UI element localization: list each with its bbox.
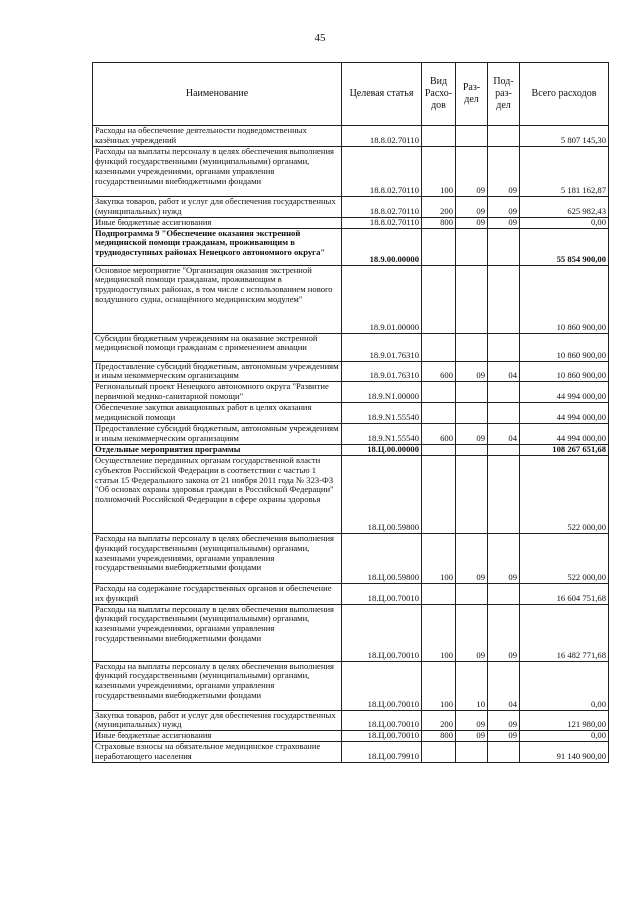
row-razdel <box>456 382 488 403</box>
row-name: Основное мероприятие "Организация оказания экстренной медицинской помощи гражданам, проживающим в труднодоступных районах, в том числе с использованием нового воздушного судна, оснащённого медицинским модулем" <box>93 265 342 333</box>
row-razdel: 09 <box>456 196 488 217</box>
row-total: 91 140 900,00 <box>520 742 609 763</box>
row-razdel: 09 <box>456 423 488 444</box>
table-row <box>93 333 609 361</box>
row-name: Расходы на выплаты персоналу в целях обеспечения выполнения функций государственными (муниципальными) органами, казенными учреждениями, органами управления государственными внебюджетными фондами <box>93 661 342 710</box>
row-total: 5 807 145,30 <box>520 126 609 147</box>
row-code: 18.Ц.00.70010 <box>342 583 422 604</box>
row-vid <box>422 126 456 147</box>
row-code: 18.8.02.70110 <box>342 146 422 196</box>
row-total: 10 860 900,00 <box>520 333 609 361</box>
header-podrazdel: Под- раз- дел <box>488 63 520 126</box>
row-podrazdel <box>488 382 520 403</box>
row-vid <box>422 583 456 604</box>
row-code: 18.Ц.00.59800 <box>342 533 422 583</box>
row-vid: 800 <box>422 217 456 228</box>
row-vid: 800 <box>422 731 456 742</box>
row-podrazdel: 09 <box>488 710 520 731</box>
row-total: 10 860 900,00 <box>520 265 609 333</box>
page-number: 45 <box>314 32 326 44</box>
row-total: 44 994 000,00 <box>520 403 609 424</box>
row-name: Расходы на выплаты персоналу в целях обеспечения выполнения функций государственными (муниципальными) органами, казенными учреждениями, органами управления государственными внебюджетными фондами <box>93 146 342 196</box>
row-razdel <box>456 333 488 361</box>
row-razdel <box>456 583 488 604</box>
row-podrazdel: 09 <box>488 604 520 661</box>
row-podrazdel <box>488 742 520 763</box>
table-row <box>93 265 609 333</box>
row-vid <box>422 228 456 265</box>
row-vid <box>422 333 456 361</box>
row-razdel <box>456 742 488 763</box>
table-row <box>93 604 609 661</box>
table-row <box>93 361 609 382</box>
row-name: Страховые взносы на обязательное медицинское страхование неработающего населения <box>93 742 342 763</box>
row-razdel: 09 <box>456 146 488 196</box>
budget-table <box>92 62 609 763</box>
row-code: 18.Ц.00.59800 <box>342 455 422 533</box>
table-body <box>93 126 609 763</box>
row-vid <box>422 444 456 455</box>
row-podrazdel: 04 <box>488 361 520 382</box>
row-total: 16 604 751,68 <box>520 583 609 604</box>
row-code: 18.Ц.00.00000 <box>342 444 422 455</box>
row-code: 18.9.01.00000 <box>342 265 422 333</box>
row-total: 625 982,43 <box>520 196 609 217</box>
row-vid <box>422 403 456 424</box>
row-code: 18.Ц.00.70010 <box>342 731 422 742</box>
row-code: 18.Ц.00.70010 <box>342 710 422 731</box>
row-total: 10 860 900,00 <box>520 361 609 382</box>
table-row <box>93 455 609 533</box>
row-razdel: 09 <box>456 710 488 731</box>
row-vid <box>422 265 456 333</box>
row-razdel: 09 <box>456 217 488 228</box>
row-vid: 200 <box>422 196 456 217</box>
row-code: 18.Ц.00.70010 <box>342 661 422 710</box>
row-total: 121 980,00 <box>520 710 609 731</box>
row-vid <box>422 455 456 533</box>
row-name: Расходы на выплаты персоналу в целях обеспечения выполнения функций государственными (муниципальными) органами, казенными учреждениями, органами управления государственными внебюджетными фондами <box>93 533 342 583</box>
row-code: 18.8.02.70110 <box>342 196 422 217</box>
row-code: 18.Ц.00.70010 <box>342 604 422 661</box>
row-podrazdel: 09 <box>488 146 520 196</box>
table-row <box>93 710 609 731</box>
row-name: Субсидии бюджетным учреждениям на оказание экстренной медицинской помощи гражданам с применением авиации <box>93 333 342 361</box>
row-code: 18.Ц.00.79910 <box>342 742 422 763</box>
row-name: Закупка товаров, работ и услуг для обеспечения государственных (муниципальных) нужд <box>93 710 342 731</box>
row-razdel <box>456 444 488 455</box>
row-podrazdel: 09 <box>488 731 520 742</box>
row-podrazdel <box>488 455 520 533</box>
row-vid: 200 <box>422 710 456 731</box>
header-name: Наименование <box>93 63 342 126</box>
row-name: Предоставление субсидий бюджетным, автономным учреждениям и иным некоммерческим организациям <box>93 361 342 382</box>
row-razdel: 10 <box>456 661 488 710</box>
row-total: 522 000,00 <box>520 533 609 583</box>
row-total: 0,00 <box>520 661 609 710</box>
row-name: Подпрограмма 9 "Обеспечение оказания экстренной медицинской помощи гражданам, проживающим в труднодоступных районах Ненецкого автономного округа" <box>93 228 342 265</box>
row-code: 18.9.01.76310 <box>342 333 422 361</box>
row-vid: 100 <box>422 604 456 661</box>
row-code: 18.9.N1.55540 <box>342 403 422 424</box>
row-razdel: 09 <box>456 604 488 661</box>
row-vid: 600 <box>422 423 456 444</box>
row-name: Иные бюджетные ассигнования <box>93 217 342 228</box>
row-vid <box>422 382 456 403</box>
row-razdel <box>456 403 488 424</box>
row-razdel: 09 <box>456 731 488 742</box>
row-podrazdel: 09 <box>488 217 520 228</box>
table-row <box>93 423 609 444</box>
row-razdel <box>456 126 488 147</box>
row-razdel <box>456 455 488 533</box>
table-row <box>93 661 609 710</box>
row-podrazdel <box>488 333 520 361</box>
row-name: Обеспечение закупки авиационных работ в целях оказания медицинской помощи <box>93 403 342 424</box>
row-podrazdel <box>488 126 520 147</box>
table-row <box>93 403 609 424</box>
row-razdel: 09 <box>456 361 488 382</box>
header-code: Целевая статья <box>342 63 422 126</box>
row-total: 108 267 651,68 <box>520 444 609 455</box>
row-razdel <box>456 265 488 333</box>
row-vid: 100 <box>422 533 456 583</box>
row-name: Предоставление субсидий бюджетным, автономным учреждениям и иным некоммерческим организациям <box>93 423 342 444</box>
table-row <box>93 382 609 403</box>
row-total: 0,00 <box>520 217 609 228</box>
row-podrazdel: 09 <box>488 533 520 583</box>
row-name: Расходы на содержание государственных органов и обеспечение их функций <box>93 583 342 604</box>
row-podrazdel <box>488 444 520 455</box>
row-code: 18.9.N1.55540 <box>342 423 422 444</box>
row-vid: 600 <box>422 361 456 382</box>
row-total: 0,00 <box>520 731 609 742</box>
row-name: Закупка товаров, работ и услуг для обеспечения государственных (муниципальных) нужд <box>93 196 342 217</box>
row-name: Расходы на выплаты персоналу в целях обеспечения выполнения функций государственными (муниципальными) органами, казенными учреждениями, органами управления государственными внебюджетными фондами <box>93 604 342 661</box>
row-name: Расходы на обеспечение деятельности подведомственных казённых учреждений <box>93 126 342 147</box>
row-podrazdel <box>488 583 520 604</box>
row-total: 5 181 162,87 <box>520 146 609 196</box>
row-podrazdel: 09 <box>488 196 520 217</box>
row-name: Осуществление переданных органам государственной власти субъектов Российской Федерации в соответствии с частью 1 статьи 15 Федерального закона от 21 ноября 2011 года № 323-ФЗ "Об основах охраны здоровья граждан в Российской Федерации" полномочий Российской Федерации в сфере охраны здоровья <box>93 455 342 533</box>
table-row <box>93 126 609 147</box>
header-razdel: Раз- дел <box>456 63 488 126</box>
row-total: 44 994 000,00 <box>520 423 609 444</box>
row-podrazdel <box>488 228 520 265</box>
row-podrazdel: 04 <box>488 661 520 710</box>
row-podrazdel: 04 <box>488 423 520 444</box>
row-vid <box>422 742 456 763</box>
row-total: 44 994 000,00 <box>520 382 609 403</box>
row-code: 18.8.02.70110 <box>342 126 422 147</box>
table-row <box>93 444 609 455</box>
header-vid: Вид Расхо- дов <box>422 63 456 126</box>
row-code: 18.9.00.00000 <box>342 228 422 265</box>
table-row <box>93 196 609 217</box>
table-row <box>93 217 609 228</box>
row-vid: 100 <box>422 661 456 710</box>
table-row <box>93 146 609 196</box>
row-podrazdel <box>488 265 520 333</box>
table-row <box>93 742 609 763</box>
row-code: 18.9.01.76310 <box>342 361 422 382</box>
table-row <box>93 731 609 742</box>
table-row <box>93 583 609 604</box>
row-total: 522 000,00 <box>520 455 609 533</box>
row-code: 18.8.02.70110 <box>342 217 422 228</box>
table-row <box>93 533 609 583</box>
row-name: Отдельные мероприятия программы <box>93 444 342 455</box>
row-razdel <box>456 228 488 265</box>
row-total: 55 854 900,00 <box>520 228 609 265</box>
row-code: 18.9.N1.00000 <box>342 382 422 403</box>
table-header-row <box>93 63 609 126</box>
row-vid: 100 <box>422 146 456 196</box>
row-name: Иные бюджетные ассигнования <box>93 731 342 742</box>
header-total: Всего расходов <box>520 63 609 126</box>
row-name: Региональный проект Ненецкого автономного округа "Развитие первичной медико-санитарной помощи" <box>93 382 342 403</box>
row-podrazdel <box>488 403 520 424</box>
table-row <box>93 228 609 265</box>
row-total: 16 482 771,68 <box>520 604 609 661</box>
row-razdel: 09 <box>456 533 488 583</box>
